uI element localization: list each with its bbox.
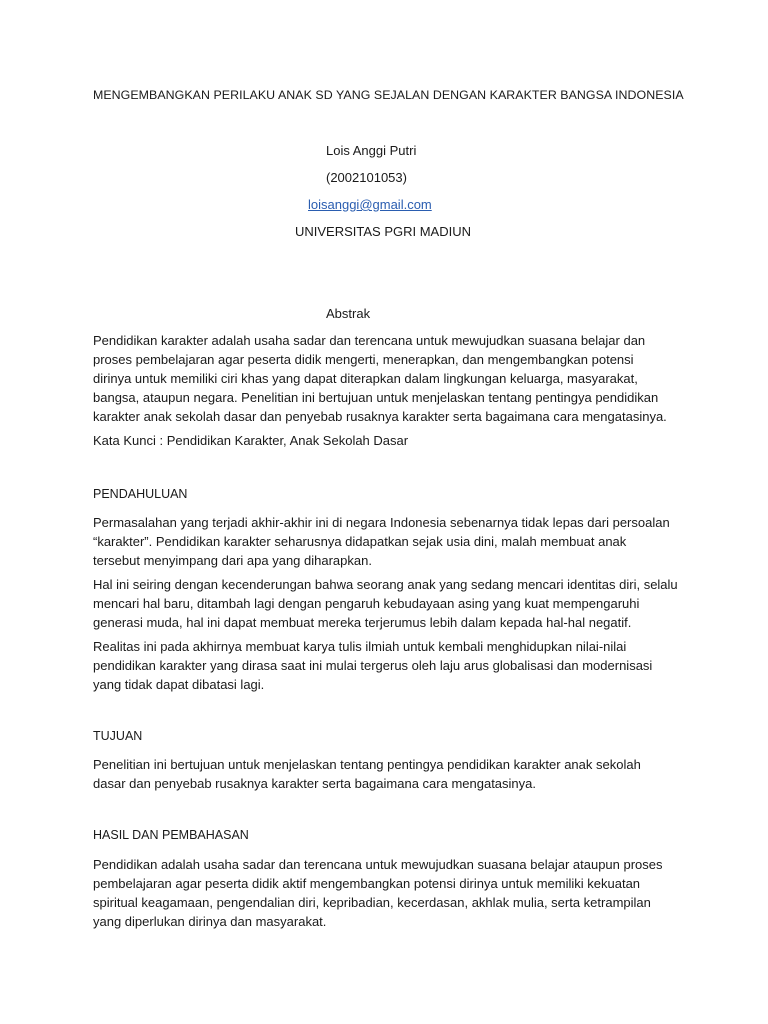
paragraph-line: dasar dan penyebab rusaknya karakter serta bagaimana cara mengatasinya. xyxy=(93,776,536,791)
university-name: UNIVERSITAS PGRI MADIUN xyxy=(295,224,472,239)
pendahuluan-heading: PENDAHULUAN xyxy=(93,487,188,501)
abstract-line: bangsa, ataupun negara. Penelitian ini bertujuan untuk menjelaskan tentang pentingya pendidikan xyxy=(93,390,659,405)
abstract-line: proses pembelajaran agar peserta didik mengerti, menerapkan, dan mengembangkan potensi xyxy=(93,352,634,367)
paragraph-line: Realitas ini pada akhirnya membuat karya tulis ilmiah untuk kembali menghidupkan nilai-nilai xyxy=(93,639,627,654)
abstract-line: dirinya untuk memiliki ciri khas yang dapat diterapkan dalam lingkungan keluarga, masyarakat, xyxy=(93,371,638,386)
paper-title: MENGEMBANGKAN PERILAKU ANAK SD YANG SEJALAN DENGAN KARAKTER BANGSA INDONESIA xyxy=(93,88,684,102)
pendahuluan-paragraph-3 xyxy=(93,637,693,694)
paragraph-line: spiritual keagamaan, pengendalian diri, kepribadian, kecerdasan, akhlak mulia, serta ketrampilan xyxy=(93,895,651,910)
hasil-paragraph xyxy=(93,855,693,931)
paragraph-line: Penelitian ini bertujuan untuk menjelaskan tentang pentingya pendidikan karakter anak sekolah xyxy=(93,757,641,772)
keywords xyxy=(93,431,693,450)
paragraph-line: pendidikan karakter yang dirasa saat ini mulai tergerus oleh laju arus globalisasi dan modernisasi xyxy=(93,658,653,673)
abstract-heading: Abstrak xyxy=(326,306,371,321)
abstract-line: karakter anak sekolah dasar dan penyebab rusaknya karakter serta bagaimana cara mengatasinya. xyxy=(93,409,667,424)
keywords-text: Kata Kunci : Pendidikan Karakter, Anak Sekolah Dasar xyxy=(93,433,409,448)
pendahuluan-paragraph-1 xyxy=(93,513,693,570)
paragraph-line: Pendidikan adalah usaha sadar dan terencana untuk mewujudkan suasana belajar ataupun proses xyxy=(93,857,663,872)
paragraph-line: Hal ini seiring dengan kecenderungan bahwa seorang anak yang sedang mencari identitas diri, selalu xyxy=(93,577,678,592)
paragraph-line: “karakter”. Pendidikan karakter seharusnya didapatkan sejak usia dini, malah membuat anak xyxy=(93,534,627,549)
tujuan-heading: TUJUAN xyxy=(93,729,143,743)
author-name: Lois Anggi Putri xyxy=(326,143,417,158)
paragraph-line: generasi muda, hal ini dapat membuat mereka terjerumus lebih dalam kepada hal-hal negatif. xyxy=(93,615,632,630)
student-id: (2002101053) xyxy=(326,170,407,185)
pendahuluan-paragraph-2 xyxy=(93,575,693,632)
abstract-line: Pendidikan karakter adalah usaha sadar dan terencana untuk mewujudkan suasana belajar dan xyxy=(93,333,646,348)
abstract-paragraph xyxy=(93,331,693,426)
paragraph-line: mencari hal baru, ditambah lagi dengan pengaruh kebudayaan asing yang kuat mempengaruhi xyxy=(93,596,640,611)
paragraph-line: yang diperlukan dirinya dan masyarakat. xyxy=(93,914,327,929)
paragraph-line: pembelajaran agar peserta didik aktif mengembangkan potensi dirinya untuk memiliki kekuatan xyxy=(93,876,641,891)
paragraph-line: yang tidak dapat dibatasi lagi. xyxy=(93,677,265,692)
paragraph-line: tersebut menyimpang dari apa yang diharapkan. xyxy=(93,553,372,568)
paragraph-line: Permasalahan yang terjadi akhir-akhir ini di negara Indonesia sebenarnya tidak lepas dari persoalan xyxy=(93,515,670,530)
hasil-heading: HASIL DAN PEMBAHASAN xyxy=(93,828,249,842)
tujuan-paragraph xyxy=(93,755,693,793)
email-link[interactable]: loisanggi@gmail.com xyxy=(308,197,432,212)
